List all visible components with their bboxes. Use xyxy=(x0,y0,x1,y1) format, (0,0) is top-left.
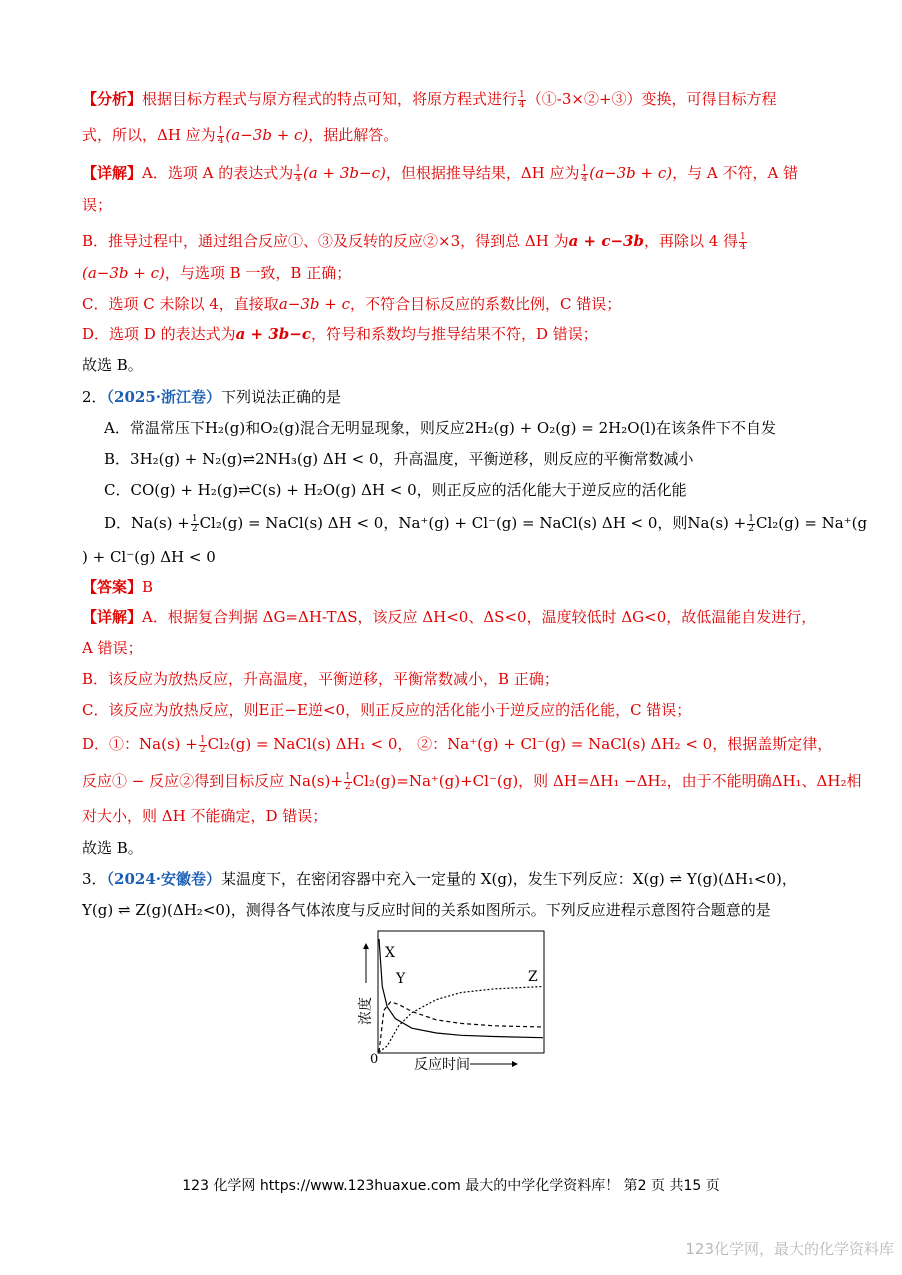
series-label-y: Y xyxy=(396,971,406,987)
q2-option-a: A．常温常压下H₂(g)和O₂(g)混合无明显现象，则反应2H₂(g) + O₂(g) = 2H₂O(l)在该条件下不自发 xyxy=(104,419,777,437)
detail1-line-d: D．选项 D 的表达式为a + 3b−c，符号和系数均与推导结果不符，D 错误； xyxy=(82,325,598,343)
y-axis-arrowhead xyxy=(363,943,369,949)
q2-source: （2025·浙江卷） xyxy=(106,388,222,406)
y-axis-label: 浓度 xyxy=(358,997,374,1025)
detail1-line-b: B．推导过程中，通过组合反应①、③及反转的反应②×3，得到总 ΔH 为a + c−3b，再除以 4 得 $\frac{1}{4}$ xyxy=(82,231,746,252)
detail1-conclusion: 故选 B。 xyxy=(82,356,143,374)
analysis-tag: 【分析】 xyxy=(82,90,143,108)
q2-option-b: B．3H₂(g) + N₂(g)⇌2NH₃(g) ΔH < 0，升高温度，平衡逆移，则反应的平衡常数减小 xyxy=(104,450,694,468)
detail1-line-b2: (a−3b + c)，与选项 B 一致，B 正确； xyxy=(82,264,352,282)
origin-label: 0 xyxy=(370,1052,379,1067)
detail1-line-a2: 误； xyxy=(82,196,113,214)
answer2: 【答案】B xyxy=(82,578,154,596)
q3-source: （2024·安徽卷） xyxy=(106,870,222,888)
q2-option-d: D．Na(s) + $\frac{1}{2}$ Cl₂(g) = NaCl(s) ΔH < 0，Na⁺(g) + Cl⁻(g) = NaCl(s) ΔH < 0，则Na(s) + $\frac{1}{2}$ Cl₂(g) = Na⁺(g xyxy=(104,513,868,534)
detail2-line-e: 反应① − 反应②得到目标反应 Na(s)+ $\frac{1}{2}$ Cl₂(g)=Na⁺(g)+Cl⁻(g)，则 ΔH=ΔH₁ −ΔH₂，由于不能明确ΔH₁、ΔH₂相 xyxy=(82,771,862,792)
x-axis-label: 反应时间 xyxy=(414,1057,470,1073)
series-label-x: X xyxy=(385,945,395,961)
detail1-line-a: 【详解】A．选项 A 的表达式为 $\frac{1}{4}$ (a + 3b−c)，但根据推导结果，ΔH 应为 $\frac{1}{4}$ (a−3b + c)，与 A 不符，A 错 xyxy=(82,163,799,184)
analysis-line-1: 【分析】根据目标方程式与原方程式的特点可知，将原方程式进行 $\frac{1}{4}$ （①-3×②+③）变换，可得目标方程 xyxy=(82,89,777,110)
detail2-line-d: D．①：Na(s) + $\frac{1}{2}$ Cl₂(g) = NaCl(s) ΔH₁ < 0， ②：Na⁺(g) + Cl⁻(g) = NaCl(s) ΔH₂ < 0，根据盖斯定律， xyxy=(82,734,833,755)
detail2-line-f: 对大小，则 ΔH 不能确定，D 错误； xyxy=(82,807,328,825)
detail1-line-c: C．选项 C 未除以 4，直接取a−3b + c，不符合目标反应的系数比例，C 错误； xyxy=(82,295,622,313)
x-axis-arrowhead xyxy=(512,1061,518,1067)
q3-stem-2: Y(g) ⇌ Z(g)(ΔH₂<0)，测得各气体浓度与反应时间的关系如图所示。下列反应进程示意图符合题意的是 xyxy=(82,901,771,919)
detail2-conclusion: 故选 B。 xyxy=(82,839,143,857)
series-label-z: Z xyxy=(528,969,538,985)
detail2-line-b: B．该反应为放热反应，升高温度，平衡逆移，平衡常数减小，B 正确； xyxy=(82,670,559,688)
page-footer: 123 化学网 https://www.123huaxue.com 最大的中学化学资料库！ 第2 页 共15 页 xyxy=(182,1178,720,1194)
detail2-line-a: 【详解】A．根据复合判据 ΔG=ΔH-TΔS，该反应 ΔH<0、ΔS<0，温度较低时 ΔG<0，故低温能自发进行， xyxy=(82,608,817,626)
series-line-y xyxy=(379,1002,543,1052)
detail2-line-a2: A 错误； xyxy=(82,639,143,657)
concentration-time-chart xyxy=(352,925,552,1075)
fraction-quarter: $\frac{1}{4}$ xyxy=(519,89,525,110)
watermark: 123化学网，最大的化学资料库 xyxy=(685,1240,894,1258)
series-line-z xyxy=(379,987,543,1053)
analysis-line-2: 式，所以，ΔH 应为 $\frac{1}{4}$ (a−3b + c)，据此解答。 xyxy=(82,125,399,146)
q2-option-d-cont: ) + Cl⁻(g) ΔH < 0 xyxy=(82,548,216,566)
q2-option-c: C．CO(g) + H₂(g)⇌C(s) + H₂O(g) ΔH < 0，则正反应的活化能大于逆反应的活化能 xyxy=(104,481,687,499)
detail2-line-c: C．该反应为放热反应，则E正−E逆<0，则正反应的活化能小于逆反应的活化能，C 错误； xyxy=(82,701,692,719)
q3-stem: 3．（2024·安徽卷）某温度下，在密闭容器中充入一定量的 X(g)，发生下列反应：X(g) ⇌ Y(g)(ΔH₁<0)， xyxy=(82,870,797,888)
q2-stem: 2．（2025·浙江卷）下列说法正确的是 xyxy=(82,388,342,406)
